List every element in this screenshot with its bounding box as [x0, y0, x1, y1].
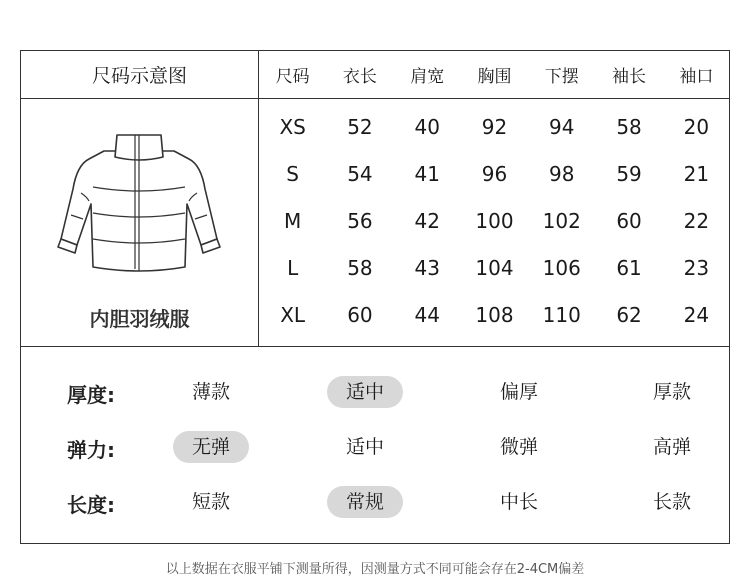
size-table-header — [259, 51, 730, 98]
attribute-row-elasticity — [21, 427, 729, 467]
attribute-option: 高弹 — [652, 436, 691, 458]
table-cell: 94 — [549, 115, 575, 140]
table-row — [259, 198, 730, 245]
attribute-option: 厚款 — [652, 381, 691, 403]
size-diagram-title: 尺码示意图 — [91, 65, 187, 87]
table-row — [259, 244, 730, 291]
table-cell: 40 — [414, 115, 440, 140]
attribute-option: 短款 — [191, 491, 230, 513]
attribute-option: 薄款 — [191, 381, 230, 403]
attribute-option: 微弹 — [499, 436, 538, 458]
table-cell: 42 — [414, 208, 440, 233]
attribute-option: 偏厚 — [499, 381, 538, 403]
table-cell: 62 — [616, 302, 642, 327]
attribute-row-thickness — [21, 372, 729, 412]
table-row — [259, 291, 730, 338]
column-header: 下摆 — [544, 67, 579, 87]
table-cell: 54 — [347, 162, 373, 187]
table-cell: 92 — [481, 115, 508, 140]
size-cell: M — [284, 208, 302, 233]
size-cell: L — [287, 255, 299, 280]
table-cell: 52 — [347, 115, 373, 140]
size-cell: S — [286, 162, 299, 187]
table-cell: 41 — [414, 162, 440, 187]
attribute-option: 无弹 — [173, 431, 249, 463]
table-cell: 106 — [542, 255, 581, 280]
table-cell: 43 — [414, 255, 440, 280]
table-cell: 102 — [542, 208, 581, 233]
table-cell: 59 — [616, 162, 642, 187]
table-cell: 23 — [683, 255, 710, 280]
table-cell: 110 — [542, 302, 581, 327]
table-cell: 56 — [347, 208, 373, 233]
table-cell: 104 — [475, 255, 514, 280]
size-table-body — [259, 104, 730, 338]
table-cell: 22 — [683, 208, 710, 233]
table-cell: 61 — [616, 255, 642, 280]
attribute-option: 常规 — [327, 486, 403, 518]
table-cell: 108 — [475, 302, 514, 327]
table-cell: 20 — [683, 115, 710, 140]
table-cell: 98 — [549, 162, 575, 187]
table-cell: 24 — [683, 302, 710, 327]
product-name: 内胆羽绒服 — [89, 307, 190, 331]
jacket-illustration — [49, 129, 229, 279]
attribute-option: 适中 — [327, 376, 403, 408]
column-header: 衣长 — [342, 67, 377, 87]
attribute-label: 长度: — [67, 493, 115, 517]
size-cell: XS — [279, 115, 306, 140]
column-header: 胸围 — [477, 67, 512, 87]
attribute-option: 适中 — [345, 436, 384, 458]
table-row — [259, 151, 730, 198]
table-cell: 58 — [347, 255, 373, 280]
measurement-footnote: 以上数据在衣服平铺下测量所得，因测量方式不同可能会存在2-4CM偏差 — [165, 562, 585, 577]
size-chart-frame — [20, 50, 730, 544]
column-header: 袖长 — [612, 67, 647, 87]
attribute-option: 中长 — [499, 491, 538, 513]
table-cell: 44 — [414, 302, 440, 327]
table-cell: 60 — [616, 208, 642, 233]
size-cell: XL — [280, 302, 306, 327]
attribute-label: 弹力: — [67, 438, 115, 462]
size-table — [259, 51, 730, 327]
table-cell: 60 — [347, 302, 373, 327]
column-header: 尺码 — [275, 67, 310, 87]
column-header: 肩宽 — [410, 67, 445, 87]
table-cell: 100 — [475, 208, 514, 233]
header-divider — [21, 98, 729, 99]
attribute-section — [21, 347, 729, 545]
attribute-option: 长款 — [652, 491, 691, 513]
attribute-row-length — [21, 482, 729, 522]
table-cell: 21 — [683, 162, 710, 187]
column-header: 袖口 — [679, 67, 714, 87]
table-row — [259, 104, 730, 151]
attribute-label: 厚度: — [67, 383, 115, 407]
table-cell: 96 — [481, 162, 508, 187]
table-cell: 58 — [616, 115, 642, 140]
